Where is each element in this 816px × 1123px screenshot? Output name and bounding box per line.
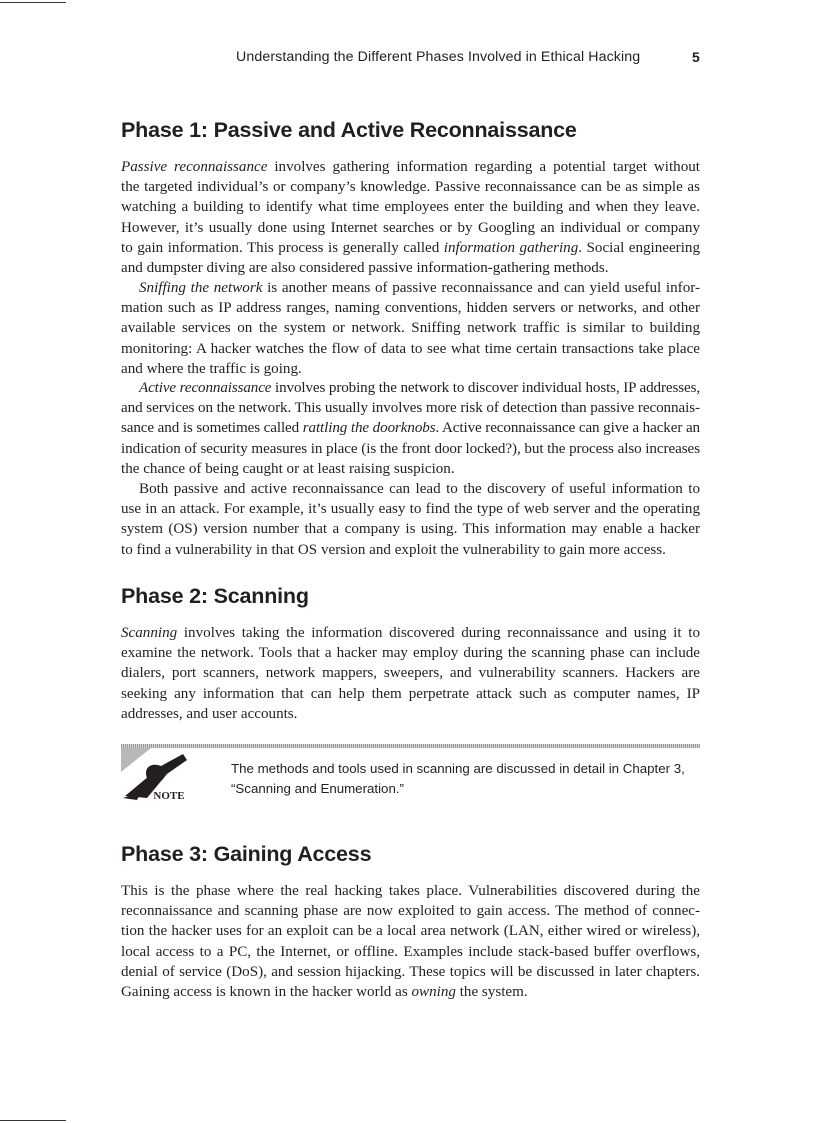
paragraph-line: [121, 881, 700, 901]
paragraph-line: [121, 623, 700, 643]
text-run: denial of service (DoS), and session hijacking. These topics will be discussed in later chapters.: [121, 963, 700, 980]
text-run: monitoring: A hacker watches the flow of data to see what time certain transactions take place: [121, 340, 700, 357]
paragraph-line: [121, 459, 700, 479]
paragraph-line: [121, 339, 700, 359]
paragraph-line: [121, 982, 700, 1002]
paragraph-line: [121, 962, 700, 982]
text-run: the system.: [455, 984, 528, 1001]
text-run: available services on the system or network. Sniffing network traffic is similar to building: [121, 320, 700, 337]
section-heading-phase-2: Phase 2: Scanning: [121, 584, 309, 608]
paragraph-line: [121, 439, 700, 459]
text-run: tion the hacker uses for an exploit can be a local area network (LAN, either wired or wireless),: [121, 923, 700, 940]
text-run: involves gathering information regarding a potential target without: [267, 159, 700, 175]
running-header-title: Understanding the Different Phases Involved in Ethical Hacking: [236, 49, 641, 65]
italic-term: Sniffing the network: [139, 280, 263, 296]
paragraph-line: [121, 499, 700, 519]
paragraph-line: [121, 258, 700, 278]
paragraph-line: [121, 519, 700, 539]
text-run: seeking any information that can help them perpetrate attack such as computer names, IP: [121, 685, 700, 702]
text-run: the targeted individual’s or company’s knowledge. Passive reconnaissance can be as simple as: [121, 179, 700, 196]
paragraph-line: [121, 278, 700, 298]
text-run: Gaining access is known in the hacker world as: [121, 984, 412, 1001]
paragraph-line: [121, 398, 700, 418]
italic-term: owning: [411, 984, 456, 1001]
paragraph-line: [121, 157, 700, 177]
paragraph-line: [121, 418, 700, 438]
text-run: and where the traffic is going.: [121, 360, 302, 377]
text-run: However, it’s usually done using Internet searches or by Googling an individual or company: [121, 219, 700, 236]
text-run: . Social engineering: [578, 239, 700, 256]
paragraph-sniffing-the-network: [121, 278, 700, 379]
text-run: examine the network. Tools that a hacker may employ during the scanning phase can include: [121, 645, 700, 662]
paragraph-line: [121, 298, 700, 318]
crop-mark-bottom: [0, 1120, 66, 1121]
paragraph-line: [121, 238, 700, 258]
text-run: This is the phase where the real hacking takes place. Vulnerabilities discovered during the: [121, 883, 700, 899]
text-run: indication of security measures in place (is the front door locked?), but the process also increases: [121, 440, 700, 457]
section-heading-phase-3: Phase 3: Gaining Access: [121, 842, 372, 866]
italic-term: Active reconnaissance: [139, 380, 272, 396]
paragraph-line: [121, 318, 700, 338]
paragraph-gaining-access: [121, 881, 700, 1002]
paragraph-line: [121, 684, 700, 704]
text-run: use in an attack. For example, it’s usually easy to find the type of web server and the operating: [121, 501, 700, 518]
paragraph-line: [121, 901, 700, 921]
text-run: local access to a PC, the Internet, or offline. Examples include stack-based buffer overflows,: [121, 943, 700, 960]
page-number: 5: [692, 49, 700, 65]
note-icon: [121, 748, 195, 806]
text-run: mation such as IP address ranges, naming conventions, hidden servers or networks, and other: [121, 300, 700, 317]
text-run: sance and is sometimes called: [121, 420, 303, 437]
paragraph-scanning: [121, 623, 700, 724]
paragraph-line: [121, 942, 700, 962]
paragraph-passive-reconnaissance: [121, 157, 700, 278]
paragraph-line: [121, 540, 700, 560]
text-run: to find a vulnerability in that OS version and exploit the vulnerability to gain more access.: [121, 541, 666, 558]
paragraph-active-reconnaissance: [121, 378, 700, 479]
text-run: is another means of passive reconnaissance and can yield useful infor-: [262, 280, 700, 296]
note-hatched-rule: [121, 744, 700, 748]
paragraph-line: [121, 663, 700, 683]
crop-mark-top: [0, 2, 66, 3]
paragraph-line: [121, 643, 700, 663]
italic-term: Scanning: [121, 625, 178, 641]
note-text: [231, 759, 701, 799]
paragraph-line: [121, 479, 700, 499]
note-line: The methods and tools used in scanning are discussed in detail in Chapter 3,: [231, 761, 685, 776]
text-run: reconnaissance and scanning phase are now exploited to gain access. The method of connec-: [121, 903, 700, 920]
paragraph-passive-and-active: [121, 479, 700, 560]
paragraph-line: [121, 197, 700, 217]
paragraph-line: [121, 359, 700, 379]
text-run: to gain information. This process is generally called: [121, 239, 444, 256]
italic-term: rattling the doorknobs: [302, 420, 436, 437]
text-run: and dumpster diving are also considered passive information-gathering methods.: [121, 260, 609, 277]
text-run: involves probing the network to discover individual hosts, IP addresses,: [271, 380, 700, 396]
text-run: . Active reconnaissance can give a hacker an: [435, 420, 700, 437]
text-run: watching a building to identify what time employees enter the building and when they leave.: [121, 199, 700, 216]
text-run: addresses, and user accounts.: [121, 705, 298, 722]
paragraph-line: [121, 218, 700, 238]
paragraph-line: [121, 704, 700, 724]
text-run: dialers, port scanners, network mappers, sweepers, and vulnerability scanners. Hackers are: [121, 665, 700, 682]
text-run: system (OS) version number that a company is using. This information may enable a hacker: [121, 521, 700, 538]
text-run: and services on the network. This usually involves more risk of detection than passive reconnais-: [121, 400, 700, 417]
paragraph-line: [121, 177, 700, 197]
text-run: involves taking the information discovered during reconnaissance and using it to: [177, 625, 700, 641]
note-icon-label: NOTE: [153, 790, 185, 802]
paragraph-line: [121, 378, 700, 398]
note-line: “Scanning and Enumeration.”: [231, 781, 404, 796]
italic-term: information gathering: [443, 239, 579, 256]
text-run: the chance of being caught or at least raising suspicion.: [121, 460, 455, 477]
text-run: Both passive and active reconnaissance can lead to the discovery of useful information to: [139, 481, 700, 497]
paragraph-line: [121, 921, 700, 941]
section-heading-phase-1: Phase 1: Passive and Active Reconnaissance: [121, 118, 577, 142]
italic-term: Passive reconnaissance: [121, 159, 268, 175]
note-box: [121, 744, 700, 810]
